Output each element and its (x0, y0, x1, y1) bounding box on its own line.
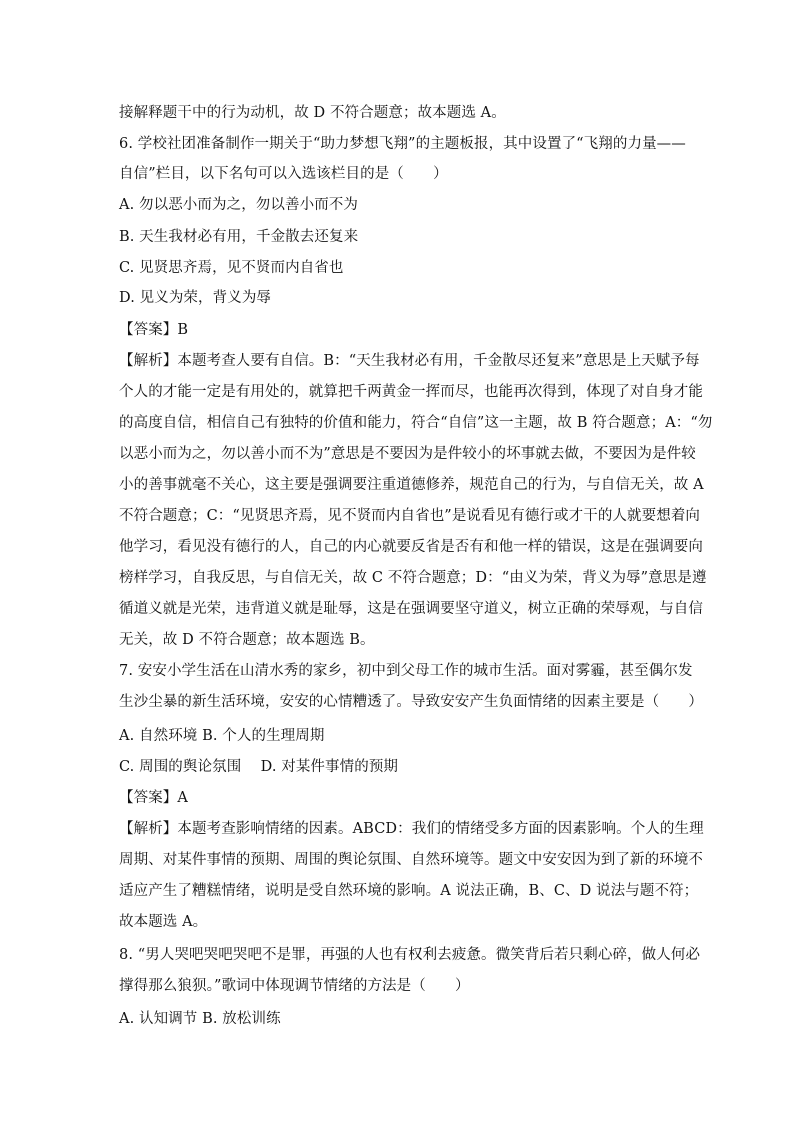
analysis-line: 无关，故 D 不符合题意；故本题选 B。 (119, 632, 375, 648)
question-6-stem: 6. 学校社团准备制作一期关于“助力梦想飞翔”的主题板报，其中设置了“飞翔的力量—— (119, 136, 686, 152)
analysis-line: 循道义就是光荣，违背道义就是耻辱，这是在强调要坚守道义，树立正确的荣辱观，与自信 (119, 601, 703, 617)
question-7-stem-cont: 生沙尘暴的新生活环境，安安的心情糟透了。导致安安产生负面情绪的因素主要是（ ） (119, 694, 703, 710)
analysis-line: 周期、对某件事情的预期、周围的舆论氛围、自然环境等。题文中安安因为到了新的环境不 (119, 852, 703, 868)
analysis-line: 适应产生了糟糕情绪，说明是受自然环境的影响。A 说法正确，B、C、D 说法与题不符； (119, 883, 699, 899)
analysis-line: 小的善事就毫不关心，这主要是强调要注重道德修养，规范自己的行为，与自信无关，故 A (119, 477, 704, 493)
analysis-line: 的高度自信，相信自己有独特的价值和能力，符合“自信”这一主题，故 B 符合题意；A：“勿 (119, 415, 713, 431)
text-line: 接解释题干中的行为动机，故 D 不符合题意；故本题选 A。 (119, 105, 506, 121)
option-ab: A. 自然环境 B. 个人的生理周期 (119, 728, 325, 744)
answer-label: 【答案】B (119, 322, 189, 338)
answer-label: 【答案】A (119, 790, 188, 806)
analysis-line: 不符合题意；C：“见贤思齐焉，见不贤而内自省也”是说看见有德行或才干的人就要想着向 (119, 508, 701, 524)
analysis-line: 【解析】本题考查人要有自信。B：“天生我材必有用，千金散尽还复来”意思是上天赋予每 (119, 353, 700, 369)
option-c: C. 见贤思齐焉，见不贤而内自省也 (119, 260, 344, 276)
question-6-stem-cont: 自信”栏目，以下名句可以入选该栏目的是（ ） (119, 166, 448, 182)
option-b: B. 天生我材必有用，千金散去还复来 (119, 229, 359, 245)
option-cd: C. 周围的舆论氛围 D. 对某件事情的预期 (119, 759, 399, 775)
analysis-line: 故本题选 A。 (119, 914, 208, 930)
option-ab: A. 认知调节 B. 放松训练 (119, 1011, 281, 1027)
analysis-line: 个人的才能一定是有用处的，就算把千两黄金一挥而尽，也能再次得到，体现了对自身才能 (119, 384, 703, 400)
question-8-stem: 8. “男人哭吧哭吧哭吧不是罪，再强的人也有权利去疲惫。微笑背后若只剩心碎，做人何必 (119, 947, 701, 963)
analysis-line: 【解析】本题考查影响情绪的因素。ABCD：我们的情绪受多方面的因素影响。个人的生理 (119, 821, 704, 837)
analysis-line: 他学习，看见没有德行的人，自己的内心就要反省是否有和他一样的错误，这是在强调要向 (119, 539, 703, 555)
analysis-line: 榜样学习，自我反思，与自信无关，故 C 不符合题意；D：“由义为荣，背义为辱”意思是遵 (119, 570, 707, 586)
question-7-stem: 7. 安安小学生活在山清水秀的家乡，初中到父母工作的城市生活。面对雾霾，甚至偶尔发 (119, 663, 693, 679)
option-a: A. 勿以恶小而为之，勿以善小而不为 (119, 197, 358, 213)
question-8-stem-cont: 撑得那么狼狈。”歌词中体现调节情绪的方法是（ ） (119, 978, 470, 994)
option-d: D. 见义为荣，背义为辱 (119, 290, 272, 306)
analysis-line: 以恶小而为之，勿以善小而不为”意思是不要因为是件较小的坏事就去做，不要因为是件较 (119, 446, 696, 462)
